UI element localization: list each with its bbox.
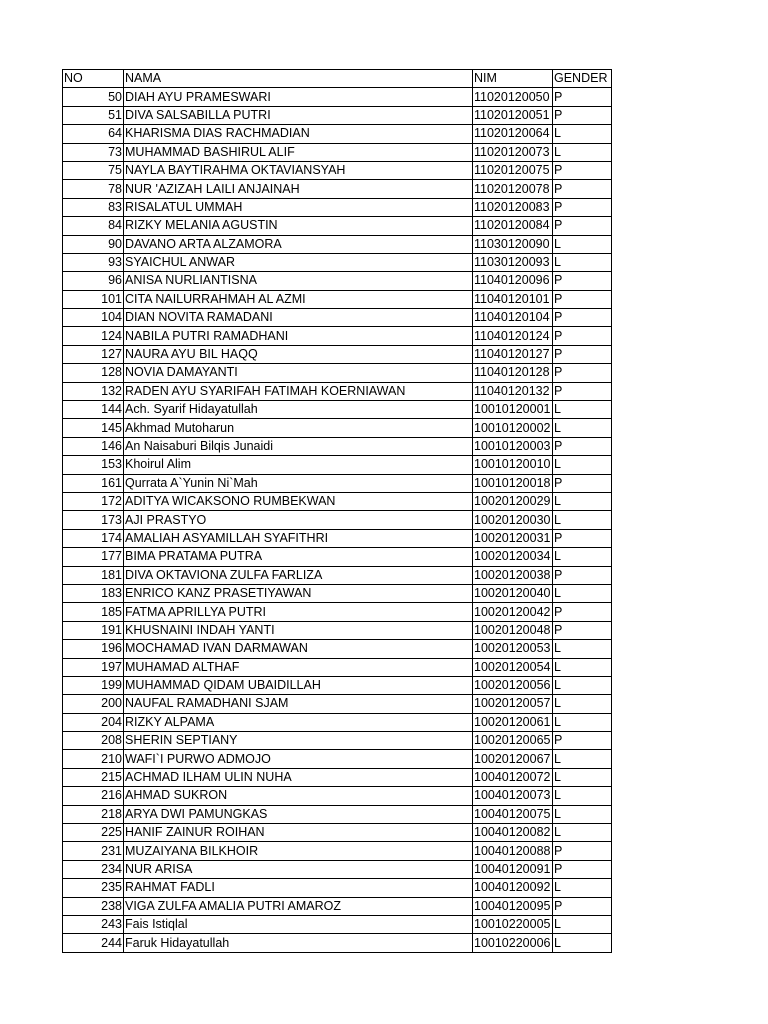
cell-gender: L — [553, 713, 612, 731]
table-row — [63, 382, 612, 400]
table-header-row — [63, 70, 612, 88]
cell-nama: DIVA SALSABILLA PUTRI — [124, 106, 473, 124]
cell-no: 90 — [63, 235, 124, 253]
table-row — [63, 235, 612, 253]
cell-nim: 11020120083 — [473, 198, 553, 216]
cell-nama: NAUFAL RAMADHANI SJAM — [124, 695, 473, 713]
cell-nim: 10020120056 — [473, 676, 553, 694]
cell-gender: L — [553, 676, 612, 694]
table-row — [63, 603, 612, 621]
table-row — [63, 695, 612, 713]
cell-nama: NUR ARISA — [124, 860, 473, 878]
cell-no: 75 — [63, 161, 124, 179]
cell-nama: Qurrata A`Yunin Ni`Mah — [124, 474, 473, 492]
table-row — [63, 787, 612, 805]
cell-nim: 10010120010 — [473, 456, 553, 474]
cell-nim: 10010120003 — [473, 437, 553, 455]
cell-nim: 11020120075 — [473, 161, 553, 179]
cell-gender: P — [553, 345, 612, 363]
cell-gender: L — [553, 879, 612, 897]
cell-nama: MOCHAMAD IVAN DARMAWAN — [124, 640, 473, 658]
table-row — [63, 456, 612, 474]
cell-no: 181 — [63, 566, 124, 584]
cell-nim: 10040120095 — [473, 897, 553, 915]
table-row — [63, 842, 612, 860]
cell-no: 51 — [63, 106, 124, 124]
cell-nama: NUR 'AZIZAH LAILI ANJAINAH — [124, 180, 473, 198]
cell-gender: P — [553, 161, 612, 179]
cell-no: 174 — [63, 529, 124, 547]
cell-gender: P — [553, 272, 612, 290]
cell-nim: 10020120048 — [473, 621, 553, 639]
cell-no: 197 — [63, 658, 124, 676]
cell-gender: P — [553, 621, 612, 639]
cell-nim: 10040120082 — [473, 824, 553, 842]
cell-gender: P — [553, 198, 612, 216]
cell-gender: L — [553, 419, 612, 437]
cell-nama: KHARISMA DIAS RACHMADIAN — [124, 125, 473, 143]
cell-no: 204 — [63, 713, 124, 731]
cell-no: 93 — [63, 253, 124, 271]
cell-nama: DIVA OKTAVIONA ZULFA FARLIZA — [124, 566, 473, 584]
cell-nim: 10040120091 — [473, 860, 553, 878]
table-row — [63, 401, 612, 419]
cell-gender: L — [553, 401, 612, 419]
table-row — [63, 732, 612, 750]
cell-gender: L — [553, 915, 612, 933]
table-row — [63, 750, 612, 768]
table-row — [63, 860, 612, 878]
cell-nama: DAVANO ARTA ALZAMORA — [124, 235, 473, 253]
cell-nama: ENRICO KANZ PRASETIYAWAN — [124, 584, 473, 602]
cell-nama: DIAN NOVITA RAMADANI — [124, 309, 473, 327]
table-row — [63, 364, 612, 382]
cell-nama: CITA NAILURRAHMAH AL AZMI — [124, 290, 473, 308]
cell-nama: BIMA PRATAMA PUTRA — [124, 548, 473, 566]
cell-nama: MUZAIYANA BILKHOIR — [124, 842, 473, 860]
header-nama: NAMA — [124, 70, 473, 88]
cell-no: 84 — [63, 217, 124, 235]
cell-nama: NAYLA BAYTIRAHMA OKTAVIANSYAH — [124, 161, 473, 179]
cell-nama: MUHAMMAD BASHIRUL ALIF — [124, 143, 473, 161]
cell-nim: 10020120038 — [473, 566, 553, 584]
table-row — [63, 640, 612, 658]
cell-nim: 11020120073 — [473, 143, 553, 161]
cell-gender: P — [553, 106, 612, 124]
header-nim: NIM — [473, 70, 553, 88]
cell-nim: 10040120088 — [473, 842, 553, 860]
cell-gender: L — [553, 750, 612, 768]
cell-gender: P — [553, 474, 612, 492]
table-row — [63, 143, 612, 161]
cell-nama: AMALIAH ASYAMILLAH SYAFITHRI — [124, 529, 473, 547]
table-row — [63, 566, 612, 584]
cell-no: 177 — [63, 548, 124, 566]
cell-gender: P — [553, 180, 612, 198]
table-row — [63, 548, 612, 566]
cell-no: 218 — [63, 805, 124, 823]
cell-nim: 10010120018 — [473, 474, 553, 492]
table-row — [63, 474, 612, 492]
table-row — [63, 879, 612, 897]
cell-nim: 11020120051 — [473, 106, 553, 124]
cell-nim: 11030120093 — [473, 253, 553, 271]
table-row — [63, 768, 612, 786]
cell-nim: 10010220006 — [473, 934, 553, 952]
cell-nim: 10010220005 — [473, 915, 553, 933]
cell-nama: NAURA AYU BIL HAQQ — [124, 345, 473, 363]
cell-nama: ANISA NURLIANTISNA — [124, 272, 473, 290]
cell-nim: 10040120072 — [473, 768, 553, 786]
cell-nim: 11040120104 — [473, 309, 553, 327]
cell-gender: L — [553, 235, 612, 253]
cell-nim: 11040120128 — [473, 364, 553, 382]
cell-nim: 10040120075 — [473, 805, 553, 823]
cell-no: 210 — [63, 750, 124, 768]
cell-nim: 10020120067 — [473, 750, 553, 768]
table-row — [63, 253, 612, 271]
cell-gender: P — [553, 327, 612, 345]
cell-no: 185 — [63, 603, 124, 621]
cell-nim: 11030120090 — [473, 235, 553, 253]
cell-gender: P — [553, 364, 612, 382]
cell-nama: MUHAMMAD QIDAM UBAIDILLAH — [124, 676, 473, 694]
cell-nama: RIZKY ALPAMA — [124, 713, 473, 731]
cell-no: 161 — [63, 474, 124, 492]
cell-nim: 11040120127 — [473, 345, 553, 363]
cell-gender: L — [553, 584, 612, 602]
cell-gender: L — [553, 548, 612, 566]
cell-gender: L — [553, 143, 612, 161]
cell-gender: P — [553, 603, 612, 621]
cell-no: 183 — [63, 584, 124, 602]
table-row — [63, 676, 612, 694]
cell-no: 64 — [63, 125, 124, 143]
cell-nim: 11020120078 — [473, 180, 553, 198]
cell-no: 238 — [63, 897, 124, 915]
cell-nim: 11020120084 — [473, 217, 553, 235]
cell-nama: Ach. Syarif Hidayatullah — [124, 401, 473, 419]
cell-no: 231 — [63, 842, 124, 860]
cell-nama: Akhmad Mutoharun — [124, 419, 473, 437]
cell-no: 196 — [63, 640, 124, 658]
cell-nim: 11040120132 — [473, 382, 553, 400]
cell-nim: 10020120061 — [473, 713, 553, 731]
cell-gender: P — [553, 529, 612, 547]
cell-gender: P — [553, 860, 612, 878]
cell-nama: WAFI`I PURWO ADMOJO — [124, 750, 473, 768]
cell-gender: L — [553, 640, 612, 658]
cell-no: 172 — [63, 492, 124, 510]
table-row — [63, 658, 612, 676]
cell-nama: NOVIA DAMAYANTI — [124, 364, 473, 382]
cell-gender: L — [553, 787, 612, 805]
cell-no: 208 — [63, 732, 124, 750]
cell-no: 101 — [63, 290, 124, 308]
cell-no: 78 — [63, 180, 124, 198]
cell-gender: P — [553, 290, 612, 308]
cell-nama: DIAH AYU PRAMESWARI — [124, 88, 473, 106]
cell-gender: P — [553, 897, 612, 915]
header-gender: GENDER — [553, 70, 612, 88]
cell-no: 132 — [63, 382, 124, 400]
table-row — [63, 125, 612, 143]
table-row — [63, 272, 612, 290]
cell-no: 83 — [63, 198, 124, 216]
cell-gender: P — [553, 217, 612, 235]
cell-nama: NABILA PUTRI RAMADHANI — [124, 327, 473, 345]
cell-no: 146 — [63, 437, 124, 455]
header-no: NO — [63, 70, 124, 88]
cell-gender: L — [553, 125, 612, 143]
table-row — [63, 437, 612, 455]
cell-no: 173 — [63, 511, 124, 529]
cell-no: 127 — [63, 345, 124, 363]
cell-nim: 10020120030 — [473, 511, 553, 529]
cell-nama: Khoirul Alim — [124, 456, 473, 474]
cell-gender: L — [553, 934, 612, 952]
cell-no: 215 — [63, 768, 124, 786]
cell-nim: 10010120002 — [473, 419, 553, 437]
cell-nim: 10020120029 — [473, 492, 553, 510]
cell-nama: Fais Istiqlal — [124, 915, 473, 933]
cell-nim: 10020120040 — [473, 584, 553, 602]
table-row — [63, 511, 612, 529]
table-row — [63, 309, 612, 327]
cell-no: 191 — [63, 621, 124, 639]
table-row — [63, 419, 612, 437]
cell-nama: ACHMAD ILHAM ULIN NUHA — [124, 768, 473, 786]
table-row — [63, 161, 612, 179]
cell-no: 73 — [63, 143, 124, 161]
cell-no: 50 — [63, 88, 124, 106]
cell-no: 235 — [63, 879, 124, 897]
table-row — [63, 805, 612, 823]
cell-nama: SHERIN SEPTIANY — [124, 732, 473, 750]
cell-no: 96 — [63, 272, 124, 290]
table-row — [63, 713, 612, 731]
cell-gender: P — [553, 842, 612, 860]
cell-nim: 11040120124 — [473, 327, 553, 345]
cell-gender: L — [553, 824, 612, 842]
cell-nim: 10020120054 — [473, 658, 553, 676]
cell-no: 124 — [63, 327, 124, 345]
cell-nama: ARYA DWI PAMUNGKAS — [124, 805, 473, 823]
cell-nim: 10020120042 — [473, 603, 553, 621]
cell-gender: L — [553, 658, 612, 676]
cell-no: 244 — [63, 934, 124, 952]
cell-gender: L — [553, 805, 612, 823]
cell-no: 199 — [63, 676, 124, 694]
table-row — [63, 584, 612, 602]
table-row — [63, 915, 612, 933]
cell-nama: KHUSNAINI INDAH YANTI — [124, 621, 473, 639]
table-row — [63, 824, 612, 842]
cell-nim: 10020120034 — [473, 548, 553, 566]
cell-no: 216 — [63, 787, 124, 805]
cell-no: 104 — [63, 309, 124, 327]
cell-nama: ADITYA WICAKSONO RUMBEKWAN — [124, 492, 473, 510]
cell-gender: L — [553, 456, 612, 474]
cell-no: 144 — [63, 401, 124, 419]
table-row — [63, 198, 612, 216]
cell-gender: P — [553, 732, 612, 750]
cell-no: 243 — [63, 915, 124, 933]
table-row — [63, 529, 612, 547]
table-row — [63, 897, 612, 915]
cell-gender: P — [553, 437, 612, 455]
cell-nim: 11040120101 — [473, 290, 553, 308]
cell-nim: 10010120001 — [473, 401, 553, 419]
table-row — [63, 621, 612, 639]
table-row — [63, 492, 612, 510]
table-row — [63, 180, 612, 198]
cell-gender: L — [553, 492, 612, 510]
cell-nim: 10020120065 — [473, 732, 553, 750]
cell-nama: RISALATUL UMMAH — [124, 198, 473, 216]
cell-no: 153 — [63, 456, 124, 474]
cell-nim: 10040120073 — [473, 787, 553, 805]
cell-gender: L — [553, 253, 612, 271]
cell-nim: 11040120096 — [473, 272, 553, 290]
table-row — [63, 106, 612, 124]
cell-nama: RADEN AYU SYARIFAH FATIMAH KOERNIAWAN — [124, 382, 473, 400]
cell-nim: 11020120064 — [473, 125, 553, 143]
table-row — [63, 345, 612, 363]
cell-nim: 10020120053 — [473, 640, 553, 658]
cell-no: 200 — [63, 695, 124, 713]
cell-nama: MUHAMAD ALTHAF — [124, 658, 473, 676]
cell-nama: VIGA ZULFA AMALIA PUTRI AMAROZ — [124, 897, 473, 915]
table-row — [63, 217, 612, 235]
table-row — [63, 327, 612, 345]
table-row — [63, 934, 612, 952]
cell-gender: P — [553, 309, 612, 327]
cell-nim: 10020120057 — [473, 695, 553, 713]
cell-gender: L — [553, 695, 612, 713]
cell-gender: L — [553, 511, 612, 529]
cell-nama: RIZKY MELANIA AGUSTIN — [124, 217, 473, 235]
cell-gender: P — [553, 382, 612, 400]
cell-nim: 10040120092 — [473, 879, 553, 897]
cell-no: 145 — [63, 419, 124, 437]
cell-no: 234 — [63, 860, 124, 878]
table-body — [63, 88, 612, 952]
cell-nama: HANIF ZAINUR ROIHAN — [124, 824, 473, 842]
cell-nama: Faruk Hidayatullah — [124, 934, 473, 952]
table-row — [63, 290, 612, 308]
cell-no: 128 — [63, 364, 124, 382]
cell-gender: P — [553, 566, 612, 584]
cell-nim: 11020120050 — [473, 88, 553, 106]
cell-nama: An Naisaburi Bilqis Junaidi — [124, 437, 473, 455]
cell-nama: FATMA APRILLYA PUTRI — [124, 603, 473, 621]
cell-gender: L — [553, 768, 612, 786]
cell-nama: AHMAD SUKRON — [124, 787, 473, 805]
cell-nama: AJI PRASTYO — [124, 511, 473, 529]
cell-gender: P — [553, 88, 612, 106]
table-row — [63, 88, 612, 106]
cell-nama: SYAICHUL ANWAR — [124, 253, 473, 271]
student-table — [62, 69, 612, 953]
cell-no: 225 — [63, 824, 124, 842]
cell-nama: RAHMAT FADLI — [124, 879, 473, 897]
cell-nim: 10020120031 — [473, 529, 553, 547]
